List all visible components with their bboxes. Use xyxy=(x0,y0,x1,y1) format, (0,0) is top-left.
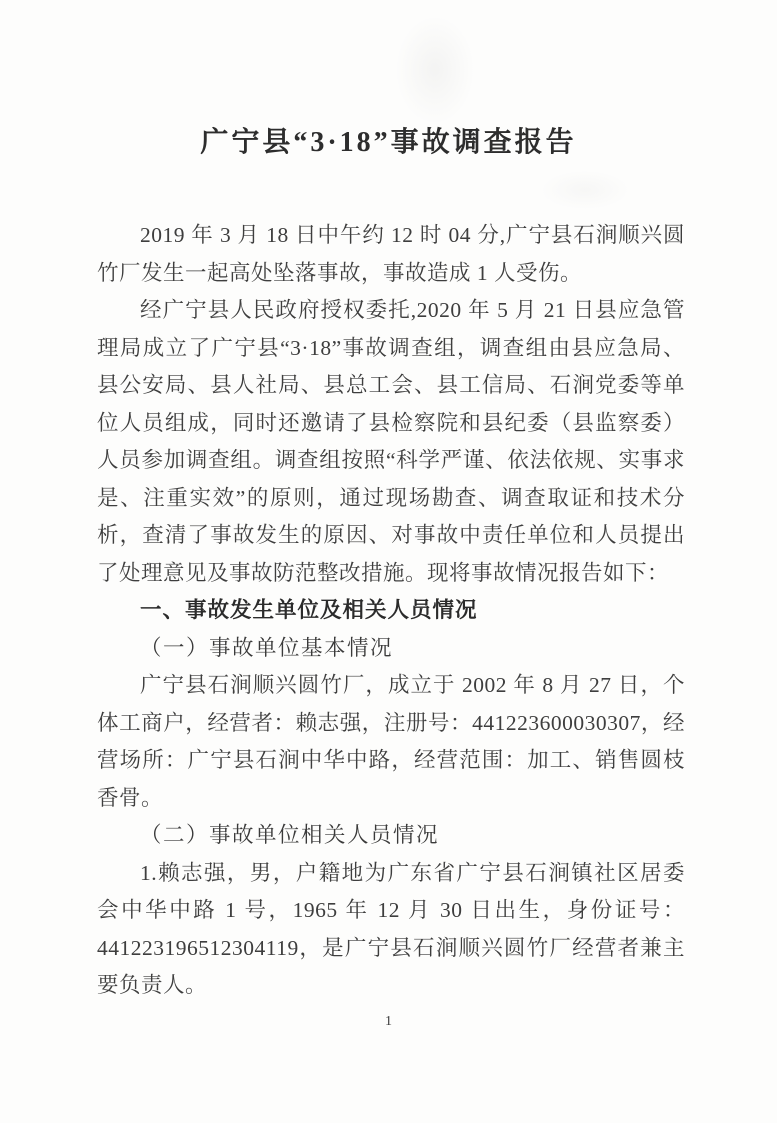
document-title: 广宁县“3·18”事故调查报告 xyxy=(200,127,577,158)
section-heading-unit-and-personnel: 一、事故发生单位及相关人员情况 xyxy=(140,598,478,622)
paragraph-company-info: 广宁县石涧顺兴圆竹厂，成立于 2002 年 8 月 27 日，个体工商户，经营者：赖志强，注册号：441223600030307，经营场所：广宁县石涧中华中路，经营范围：加工、销售圆枝香骨。 xyxy=(97,673,685,810)
subsection-heading-unit-basic-info: （一）事故单位基本情况 xyxy=(140,635,394,660)
paragraph-accident-summary: 2019 年 3 月 18 日中午约 12 时 04 分,广宁县石涧顺兴圆竹厂发生一起高处坠落事故，事故造成 1 人受伤。 xyxy=(97,223,685,285)
page-number: 1 xyxy=(385,1014,392,1029)
scan-artifact-mid xyxy=(540,170,630,210)
document-body xyxy=(97,217,685,1005)
paragraph-person-info: 1.赖志强，男，户籍地为广东省广宁县石涧镇社区居委会中华中路 1 号，1965 年 12 月 30 日出生，身份证号：441223196512304119，是广宁县石涧顺兴圆竹厂经营者兼主要负责人。 xyxy=(97,860,685,997)
subsection-heading-related-personnel: （二）事故单位相关人员情况 xyxy=(140,823,440,847)
paragraph-investigation-team: 经广宁县人民政府授权委托,2020 年 5 月 21 日县应急管理局成立了广宁县“3·18”事故调查组，调查组由县应急局、县公安局、县人社局、县总工会、县工信局、石涧党委等单位人员组成，同时还邀请了县检察院和县纪委（县监察委）人员参加调查组。调查组按照“科学严谨、依法依规、实事求是、注重实效”的原则，通过现场勘查、调查取证和技术分析，查清了事故发生的原因、对事故中责任单位和人员提出了处理意见及事故防范整改措施。现将事故情况报告如下： xyxy=(97,298,685,585)
